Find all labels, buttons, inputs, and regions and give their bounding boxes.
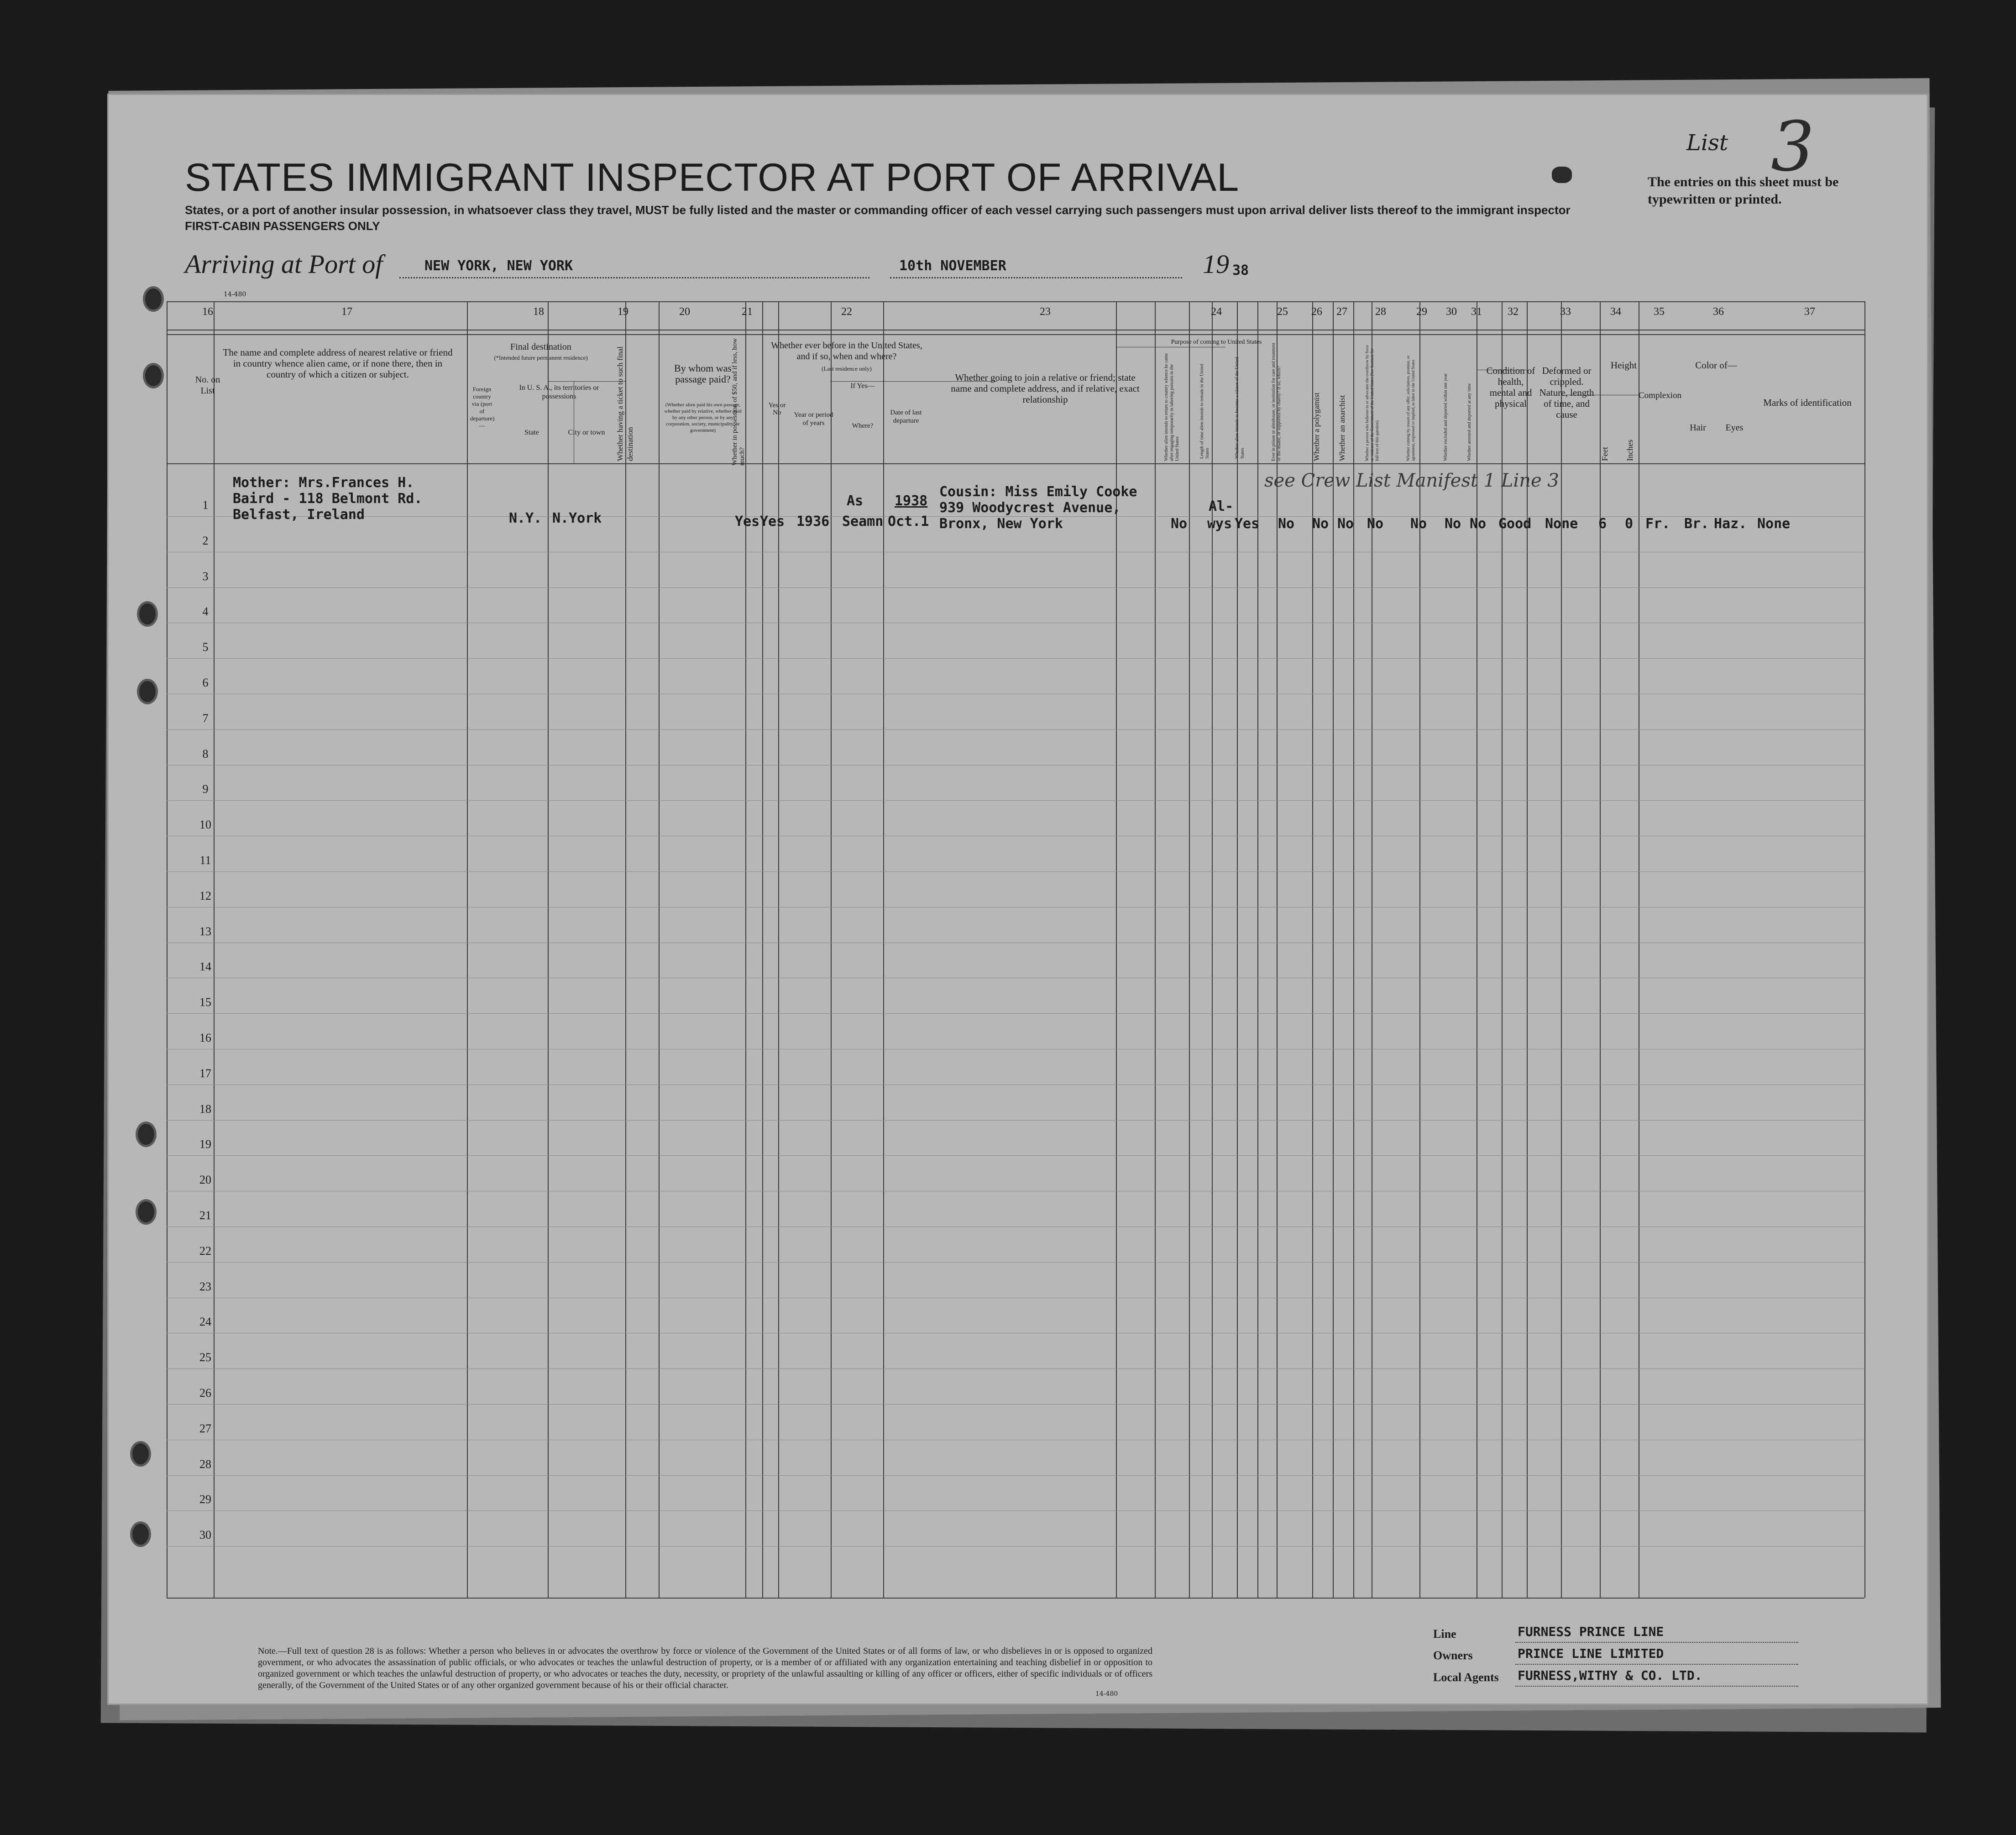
local-agents-value: FURNESS,WITHY & CO. LTD. [1518, 1668, 1702, 1683]
col-num: 29 [1416, 306, 1427, 318]
row-number: 18 [199, 1102, 211, 1116]
row-number: 11 [199, 854, 211, 867]
row-number: 2 [202, 534, 209, 547]
entry-anarchist: No [1337, 516, 1354, 532]
header-passage-paid-sub: (Whether alien paid his own passage, whether paid by relative, whether paid by any other person, or by any corporation, society, municipality, or government) [664, 402, 742, 433]
owners-underline [1515, 1664, 1798, 1665]
header-anarchist: Whether an anarchist [1338, 395, 1346, 461]
col-num: 35 [1654, 306, 1665, 318]
col-num: 37 [1804, 306, 1815, 318]
col-num: 18 [533, 306, 544, 318]
form-code: 14-480 [224, 291, 246, 298]
entry-feet: 6 [1598, 516, 1607, 532]
header-nearest-relative: The name and complete address of nearest relative or friend in country whence alien came, or if none there, then in country of which a citizen or subject. [223, 347, 453, 380]
header-city: City or town [568, 429, 605, 436]
header-yes-or-no: Yes or No [768, 402, 786, 416]
row-line [167, 658, 1864, 659]
row-line [167, 800, 1864, 801]
entry-hair: Br. [1684, 516, 1709, 532]
entry-money: Yes [735, 514, 760, 530]
entry-eyes: Haz. [1714, 516, 1747, 532]
row-number: 21 [199, 1209, 211, 1222]
entry-length-2: wys [1207, 516, 1232, 532]
entry-marks: None [1757, 516, 1791, 532]
header-hair: Hair [1690, 423, 1706, 433]
date-underline [890, 277, 1182, 278]
row-number: 29 [199, 1493, 211, 1506]
entry-length-1: Al- [1209, 498, 1234, 514]
row-number: 19 [199, 1138, 211, 1151]
row-number: 15 [199, 996, 211, 1009]
list-number: 3 [1771, 107, 1815, 187]
col-num: 21 [742, 306, 753, 318]
header-where: Where? [852, 422, 874, 430]
entry-overthrow: No [1367, 516, 1384, 532]
handwritten-annotation: see Crew List Manifest 1 Line 3 [1264, 470, 1559, 491]
row-number: 8 [202, 747, 209, 760]
binder-hole [132, 1443, 149, 1464]
col-num: 31 [1471, 306, 1482, 318]
header-ticket: Whether having a ticket to such final destination [616, 346, 634, 461]
row-number: 12 [199, 889, 211, 902]
col-num: 36 [1713, 306, 1724, 318]
header-ever-before: Whether ever before in the United States, and if so, when and where? [771, 341, 922, 362]
header-state: State [524, 429, 539, 436]
row-number: 22 [199, 1244, 211, 1258]
col-num: 33 [1560, 306, 1571, 318]
binder-hole [145, 288, 162, 309]
local-agents-label: Local Agents [1433, 1671, 1499, 1684]
binder-hole [138, 1201, 154, 1222]
entries-note: The entries on this sheet must be typewritten or printed. [1648, 174, 1839, 207]
header-become-citizen: Whether alien intends to become a citizen of the United States [1235, 357, 1245, 459]
entry-date-2: Oct.1 [888, 514, 929, 530]
row-number: 3 [202, 570, 209, 583]
row-line [167, 1120, 1864, 1121]
arrival-century: 19 [1203, 249, 1229, 279]
entry-prison: No [1278, 516, 1295, 532]
row-number: 17 [199, 1067, 211, 1080]
header-final-destination: Final destination [510, 342, 571, 352]
join-line-1: Cousin: Miss Emily Cooke [939, 484, 1137, 500]
col-num: 30 [1446, 306, 1457, 318]
col-num: 16 [202, 306, 213, 318]
header-height: Height [1610, 360, 1637, 371]
col-num: 22 [841, 306, 852, 318]
header-ever-before-sub: (Last residence only) [822, 365, 872, 372]
binder-hole [139, 603, 156, 624]
header-complexion: Complexion [1639, 391, 1681, 400]
binder-hole [138, 1124, 154, 1145]
col-num: 28 [1375, 306, 1386, 318]
col-num: 34 [1610, 306, 1621, 318]
binder-hole [139, 681, 156, 702]
header-return-country: Whether alien intends to return to country whence he came after engaging temporarily in laboring pursuits in the United States [1164, 353, 1180, 461]
list-label: List [1686, 130, 1728, 156]
entry-polygamist: No [1312, 516, 1329, 532]
row-number: 26 [199, 1386, 211, 1400]
header-arrested: Whether arrested and deported at any time [1467, 383, 1472, 461]
header-feet: Feet [1600, 447, 1609, 461]
line-label: Line [1433, 1627, 1456, 1641]
header-excluded: Whether excluded and deported within one year [1443, 373, 1448, 461]
col-num: 32 [1508, 306, 1519, 318]
owners-label: Owners [1433, 1649, 1473, 1662]
page-title: STATES IMMIGRANT INSPECTOR AT PORT OF ARRIVAL [185, 156, 1240, 199]
col-num: 20 [679, 306, 690, 318]
row-line [167, 1262, 1864, 1263]
entry-health: Good [1498, 516, 1532, 532]
row-line [167, 729, 1864, 730]
entry-citizen: Yes [1235, 516, 1260, 532]
header-polygamist: Whether a polygamist [1312, 392, 1321, 461]
entry-year: 1936 [796, 514, 830, 530]
entry-where-1: As [847, 493, 864, 509]
header-inches: Inches [1625, 440, 1634, 461]
row-number: 16 [199, 1031, 211, 1044]
entry-state: N.Y. [509, 510, 542, 526]
row-line [167, 1368, 1864, 1369]
row-number: 1 [202, 498, 209, 512]
arriving-label: Arriving at Port of [185, 249, 383, 279]
entry-inches: 0 [1625, 516, 1634, 532]
arrival-year: 38 [1232, 262, 1249, 278]
row-line [167, 1475, 1864, 1476]
col-num: 19 [618, 306, 628, 318]
header-eyes: Eyes [1725, 423, 1744, 433]
entry-arrested: No [1470, 516, 1487, 532]
header-date-departure: Date of last departure [890, 409, 922, 425]
col-num: 27 [1336, 306, 1347, 318]
row-number: 28 [199, 1458, 211, 1471]
col-num: 25 [1277, 306, 1288, 318]
entry-been-before: Yes [760, 514, 785, 530]
entry-return: No [1171, 516, 1188, 532]
header-final-destination-sub: (*Intended future permanent residence) [494, 354, 588, 361]
row-number: 4 [202, 605, 209, 618]
row-number: 6 [202, 676, 209, 689]
header-prison: Ever in prison or almshouse, or institution for care and treatment of the insane, or supported by charity? If so, which? [1271, 342, 1282, 461]
entry-labor: No [1410, 516, 1427, 532]
entry-date-1: 1938 [895, 493, 928, 509]
header-marks: Marks of identification [1763, 397, 1852, 408]
header-join-relative: Whether going to join a relative or friend; state name and complete address, and if relative, exact relationship [951, 372, 1140, 405]
local-agents-underline [1515, 1686, 1798, 1687]
entry-where-2: Seamn [842, 514, 884, 530]
header-length-stay: Length of time alien intends to remain in the United States [1199, 363, 1210, 459]
header-labor-offer: Whether coming by reason of any offer, solicitation, promise, or agreement, expressed or implied, to labor in the United States [1406, 355, 1415, 461]
entry-city: N.York [552, 510, 602, 526]
row-number: 5 [202, 640, 209, 654]
header-if-yes: If Yes— [850, 382, 875, 390]
row-number: 10 [199, 818, 211, 831]
col-num: 17 [341, 306, 352, 318]
row-number: 20 [199, 1173, 211, 1186]
header-foreign-country: Foreign country via (port of departure)— [470, 386, 495, 429]
owners-value: PRINCE LINE LIMITED [1518, 1646, 1664, 1661]
row-line [167, 871, 1864, 872]
row-line [167, 1155, 1864, 1156]
row-line [167, 1013, 1864, 1014]
row-number: 27 [199, 1422, 211, 1435]
header-no-on-list: No. on List [195, 375, 220, 396]
class-line: FIRST-CABIN PASSENGERS ONLY [185, 219, 380, 233]
footnote-form-code: 14-480 [1095, 1690, 1118, 1698]
line-underline [1515, 1642, 1798, 1643]
header-fifty-dollars: Whether in possession of $50, and if less, how much? [731, 338, 746, 466]
header-year-period: Year or period of years [794, 411, 833, 427]
row-number: 7 [202, 712, 209, 725]
footnote-question-28: Note.—Full text of question 28 is as follows: Whether a person who believes in or advocates the overthrow by force or violence of the Government of the United States or of all forms of law, or who disbelieves in or is opposed to organized government, or who advocates the assassination of public officials, or who advocates or teaches the unlawful destruction of property, or is a member of or affiliated with any organization entertaining and teaching disbelief in or opposition to organized government or which teaches the unlawful destruction of property, or who advocates or teaches the duty, necessity, or propriety of the unlawful assaulting or killing of any officer or officers, either of specific individuals or of officers generally, of the Government of the United States or of any other organized government because of his or their official character. [258, 1646, 1152, 1690]
join-line-3: Bronx, New York [939, 516, 1063, 532]
port-underline [399, 277, 869, 278]
entry-excluded: No [1445, 516, 1461, 532]
row-number: 23 [199, 1280, 211, 1293]
row-number: 25 [199, 1351, 211, 1364]
header-in-usa: In U. S. A., its territories or possessions [519, 384, 599, 400]
row-line [167, 1510, 1864, 1511]
arrival-port: NEW YORK, NEW YORK [424, 258, 573, 274]
row-number: 9 [202, 782, 209, 796]
binder-hole [145, 365, 162, 386]
row-number: 14 [199, 960, 211, 973]
row-number: 30 [199, 1528, 211, 1541]
header-passage-paid: By whom was passage paid? [674, 362, 732, 385]
row-line [167, 587, 1864, 588]
relative-line-1: Mother: Mrs.Frances H. [233, 475, 414, 491]
row-line [167, 1404, 1864, 1405]
arrival-date: 10th NOVEMBER [899, 258, 1006, 274]
row-line [167, 1546, 1864, 1547]
binder-hole [132, 1524, 149, 1545]
entry-deformed: None [1545, 516, 1578, 532]
subtitle: States, or a port of another insular possession, in whatsoever class they travel, MUST be fully listed and the master or commanding officer of each vessel carrying such passengers must upon arrival deliver lists thereof to the immigrant inspector [185, 203, 1571, 217]
join-line-2: 939 Woodycrest Avenue, [939, 500, 1121, 516]
row-number: 24 [199, 1315, 211, 1328]
col-num: 26 [1311, 306, 1322, 318]
entry-complexion: Fr. [1645, 516, 1670, 532]
line-value: FURNESS PRINCE LINE [1518, 1624, 1664, 1639]
col-num: 23 [1040, 306, 1051, 318]
header-deformed: Deformed or crippled. Nature, length of time, and cause [1539, 365, 1594, 420]
row-number: 13 [199, 925, 211, 938]
header-overthrow: Whether a person who believes in or advocates the overthrow by force or violence of the Government of the United States (See footnote for full text of this question) [1365, 345, 1379, 461]
header-purpose: Purpose of coming to United States [1171, 339, 1262, 346]
header-color-of: Color of— [1695, 360, 1737, 371]
col-num: 24 [1211, 306, 1222, 318]
relative-line-2: Baird - 118 Belmont Rd. [233, 491, 423, 507]
header-health: Condition of health, mental and physical [1486, 365, 1535, 409]
ink-stamp-mark [1552, 167, 1572, 183]
relative-line-3: Belfast, Ireland [233, 507, 365, 523]
